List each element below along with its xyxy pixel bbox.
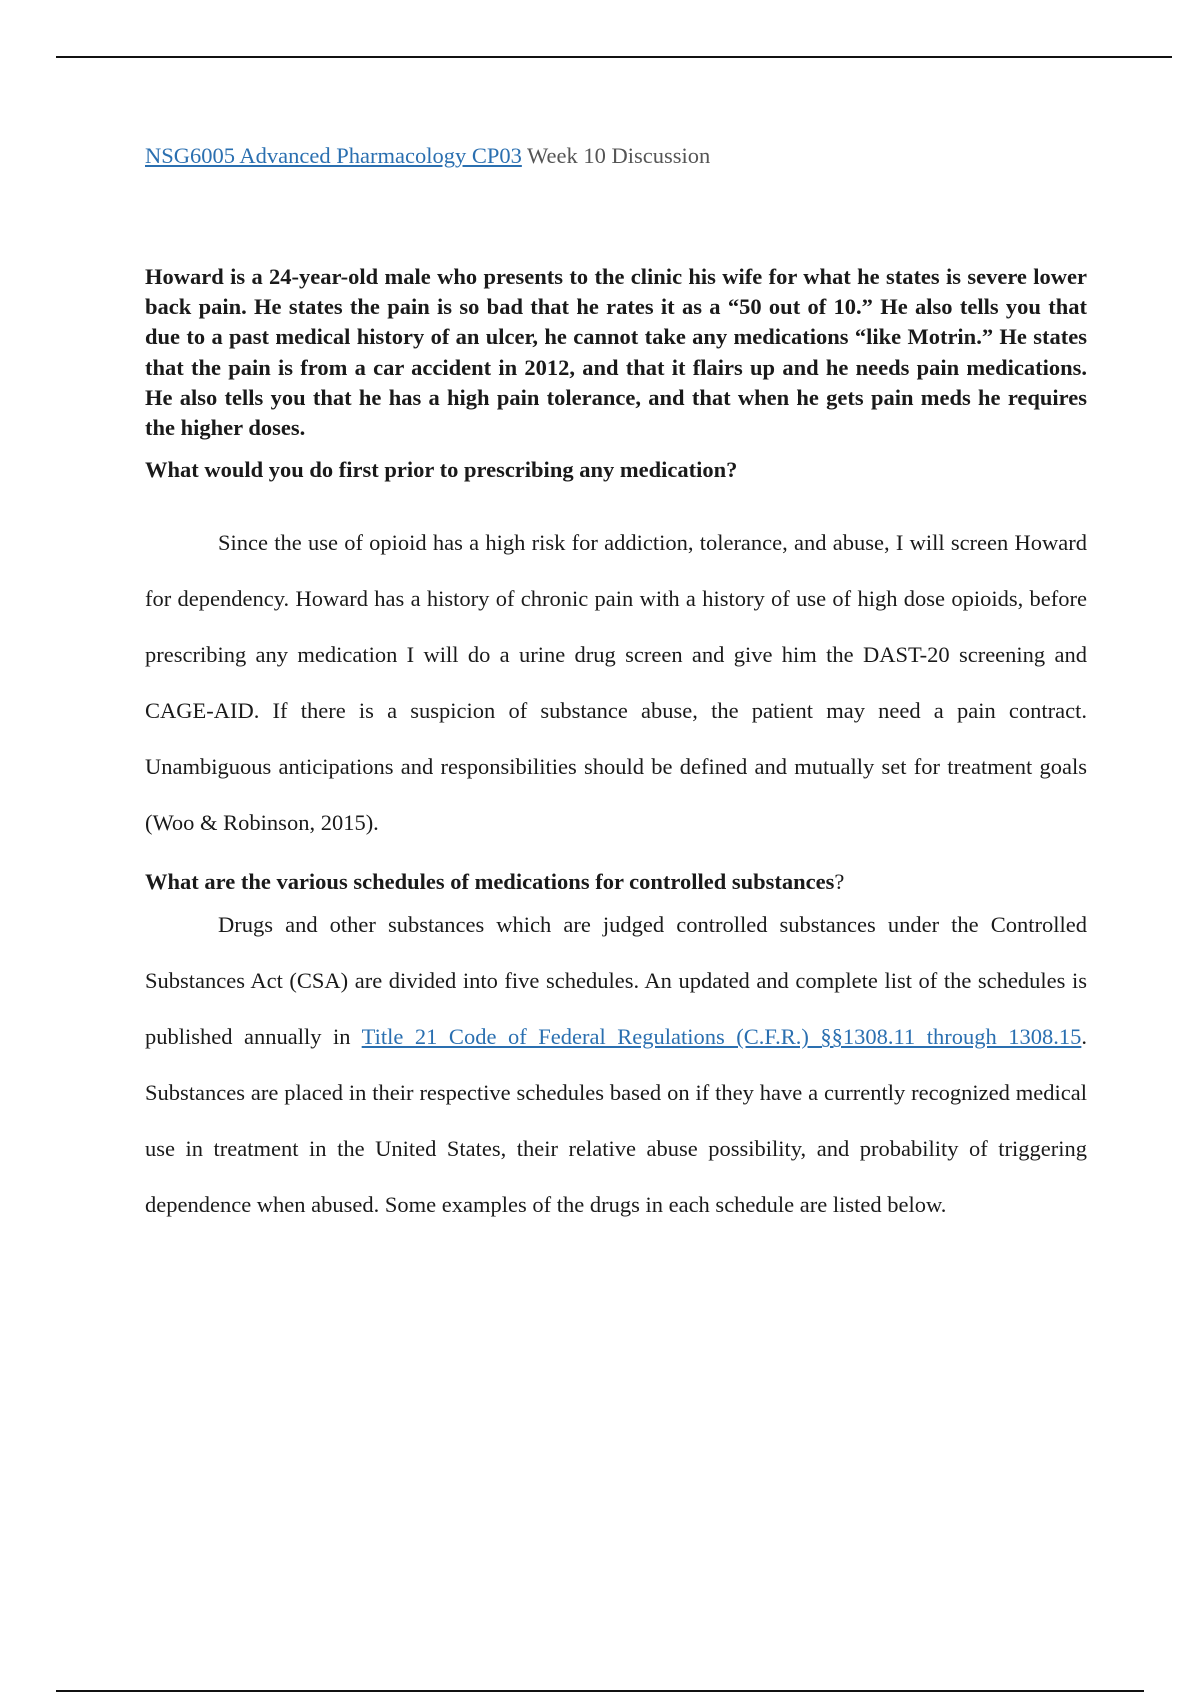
answer-2-part2: . Substances are placed in their respective schedules based on if they have a currently recognized medical use in treatment in the United States, their relative abuse possibility, and probability of triggering dependence when abused. Some examples of the drugs in each schedule are listed below. xyxy=(145,1024,1087,1218)
answer-1-paragraph: Since the use of opioid has a high risk for addiction, tolerance, and abuse, I will screen Howard for dependency. Howard has a history of chronic pain with a history of use of high dose opioids, before prescribing any medication I will do a urine drug screen and give him the DAST-20 screening and CAGE-AID. If there is a suspicion of substance abuse, the patient may need a pain contract. Unambiguous anticipations and responsibilities should be defined and mutually set for treatment goals (Woo & Robinson, 2015). xyxy=(145,530,1087,836)
document-body xyxy=(145,140,1087,1233)
answer-2-part1: Drugs and other substances which are judged controlled substances under the Controlled Substances Act (CSA) are divided into five schedules. An updated and complete list of the schedules is published annually in xyxy=(145,912,1087,1050)
cfr-link[interactable]: Title 21 Code of Federal Regulations (C.F.R.) §§1308.11 through 1308.15 xyxy=(361,1024,1082,1050)
bottom-divider xyxy=(56,1690,1144,1692)
page-title xyxy=(145,140,1087,172)
question-2 xyxy=(145,867,1087,897)
question-2-text: What are the various schedules of medications for controlled substances xyxy=(145,869,835,895)
question-2-mark: ? xyxy=(834,869,845,895)
course-link[interactable]: NSG6005 Advanced Pharmacology CP03 xyxy=(145,143,522,168)
question-1: What would you do first prior to prescribing any medication? xyxy=(145,457,738,483)
title-text: Week 10 Discussion xyxy=(521,143,711,168)
answer-2-paragraph xyxy=(145,897,1087,1233)
case-study-paragraph: Howard is a 24-year-old male who presents to the clinic his wife for what he states is severe lower back pain. He states the pain is so bad that he rates it as a “50 out of 10.” He also tells you that due to a past medical history of an ulcer, he cannot take any medications “like Motrin.” He states that the pain is from a car accident in 2012, and that it flairs up and he needs pain medications. He also tells you that he has a high pain tolerance, and that when he gets pain meds he requires the higher doses. xyxy=(145,264,1087,441)
top-divider xyxy=(56,56,1172,58)
